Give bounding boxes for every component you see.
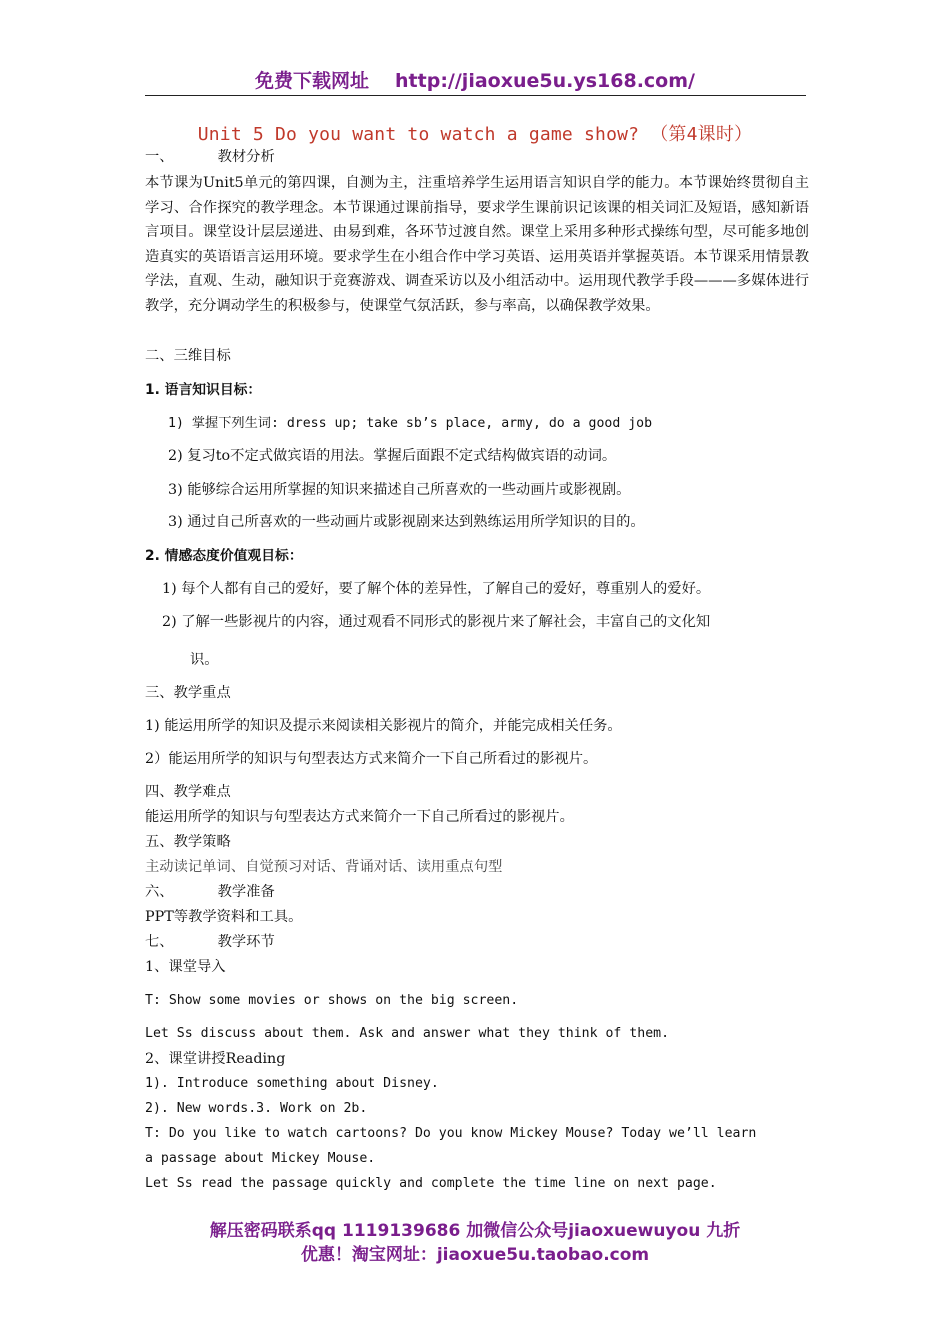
section-1-heading [145,147,275,167]
section-5-heading: 五、教学策略 [145,834,231,850]
section-title: 教学准备 [217,884,275,900]
header-url-link[interactable]: http://jiaoxue5u.ys168.com/ [395,70,695,92]
goal-2-item: 1) 每个人都有自己的爱好，要了解个体的差异性，了解自己的爱好，尊重别人的爱好。 [162,581,711,597]
section-4-heading: 四、教学难点 [145,784,231,800]
section-number: 六、 [145,884,174,900]
goal-1-item [168,413,652,434]
section-title: 教材分析 [217,149,275,165]
section-6-body: PPT等教学资料和工具。 [145,909,303,925]
goal-1-item-text: 1) 掌握下列生词: dress up; take sb’s place, army, do a good job [168,416,653,431]
step-1-line: T: Show some movies or shows on the big screen. [145,993,519,1008]
step-2-line: 2). New words.3. Work on 2b. [145,1101,368,1116]
goal-2-item: 2) 了解一些影视片的内容，通过观看不同形式的影视片来了解社会，丰富自己的文化知 [162,614,711,630]
step-2-line: Let Ss read the passage quickly and complete the time line on next page. [145,1176,717,1191]
step-1-line: Let Ss discuss about them. Ask and answer what they think of them. [145,1026,670,1041]
page-footer [145,1219,805,1267]
section-number: 一、 [145,149,174,165]
section-5-body: 主动读记单词、自觉预习对话、背诵对话、读用重点句型 [145,859,503,875]
page-header [145,66,805,93]
section-title: 教学环节 [217,934,275,950]
key-point-item: 1) 能运用所学的知识及提示来阅读相关影视片的简介，并能完成相关任务。 [145,718,622,734]
section-6-heading [145,882,275,902]
goal-1-item: 2) 复习to不定式做宾语的用法。掌握后面跟不定式结构做宾语的动词。 [168,448,617,464]
step-2-heading: 2、课堂讲授Reading [145,1051,286,1067]
section-2-heading: 二、三维目标 [145,348,231,364]
step-2-line: T: Do you like to watch cartoons? Do you know Mickey Mouse? Today we’ll learn [145,1126,757,1141]
section-1-body: 本节课为Unit5单元的第四课，自测为主，注重培养学生运用语言知识自学的能力。本节课始终贯彻自主学习、合作探究的教学理念。本节课通过课前指导，要求学生课前识记该课的相关词汇及短语，感知新语言项目。课堂设计层层递进、由易到难，各环节过渡自然。课堂上采用多种形式操练句型，尽可能多地创造真实的英语语言运用环境。要求学生在小组合作中学习英语、运用英语并掌握英语。本节课采用情景教学法，直观、生动，融知识于竞赛游戏、调查采访以及小组活动中。运用现代教学手段———多媒体进行教学，充分调动学生的积极参与，使课堂气氛活跃，参与率高，以确保教学效果。 [145,175,809,314]
header-label: 免费下载网址 [255,70,370,92]
section-4-body: 能运用所学的知识与句型表达方式来简介一下自己所看过的影视片。 [145,809,574,825]
step-2-line: 1). Introduce something about Disney. [145,1076,439,1091]
footer-shop-line[interactable]: 优惠！淘宝网址：jiaoxue5u.taobao.com [300,1245,650,1265]
footer-contact-line: 解压密码联系qq 1119139686 加微信公众号jiaoxuewuyou 九折 [209,1221,741,1241]
step-1-heading: 1、课堂导入 [145,959,226,975]
goal-1-heading: 1. 语言知识目标： [145,382,262,398]
step-2-line: a passage about Mickey Mouse. [145,1151,376,1166]
section-3-heading: 三、教学重点 [145,685,231,701]
goal-1-item: 3) 通过自己所喜欢的一些动画片或影视剧来达到熟练运用所学知识的目的。 [168,514,645,530]
section-7-heading [145,932,275,952]
goal-2-heading: 2. 情感态度价值观目标： [145,548,303,564]
goal-2-item-continuation: 识。 [190,652,219,668]
section-number: 七、 [145,934,174,950]
lesson-title: Unit 5 Do you want to watch a game show? （第4课时） [197,124,753,145]
key-point-item: 2）能运用所学的知识与句型表达方式来简介一下自己所看过的影视片。 [145,751,598,767]
goal-1-item: 3) 能够综合运用所掌握的知识来描述自己所喜欢的一些动画片或影视剧。 [168,482,631,498]
header-divider [145,95,806,96]
